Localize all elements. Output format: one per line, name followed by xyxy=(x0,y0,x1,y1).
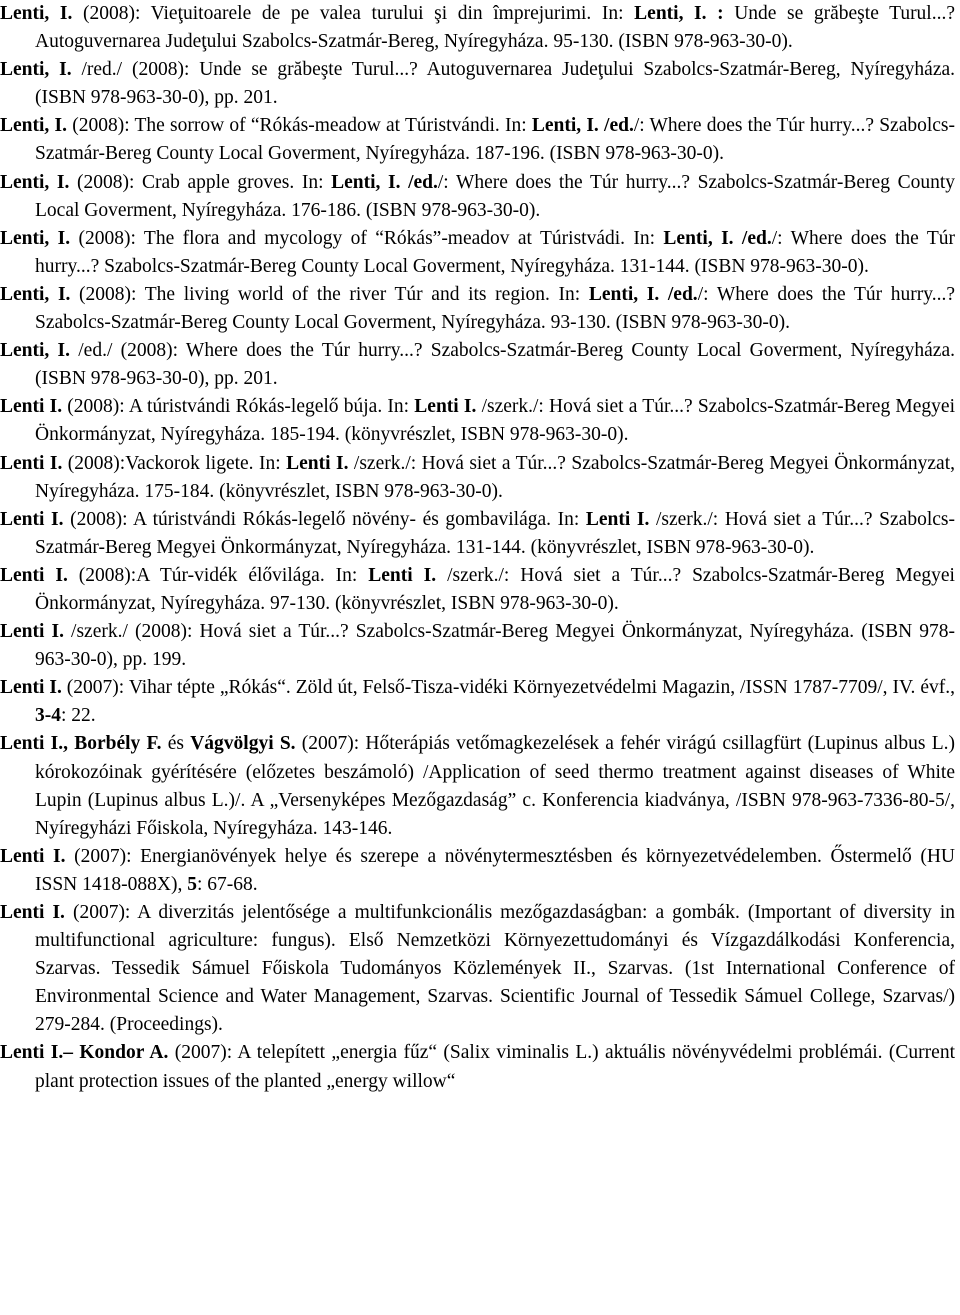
bibliography-entry xyxy=(0,674,955,730)
entry-bold-text: Lenti, I. xyxy=(588,283,660,305)
entry-bold-text: Lenti I. xyxy=(0,677,62,699)
bibliography-entry xyxy=(0,899,955,1039)
entry-text: (2008): The sorrow of “Rókás-meadow at Túristvándi. In: xyxy=(66,115,532,137)
entry-text: : 22. xyxy=(61,705,96,727)
bibliography-entry xyxy=(0,562,955,618)
entry-bold-text: Lenti I. xyxy=(0,396,63,418)
entry-bold-text: Lenti I. xyxy=(368,564,437,586)
entry-text: /: Where does the Túr hurry...? Szabolcs-Szatmár-Bereg County Local Goverment, Nyíregyháza. 93-130. (ISBN 978-963-30-0). xyxy=(35,283,955,334)
bibliography-entry xyxy=(0,730,955,842)
entry-bold-text: Lenti I. xyxy=(0,508,64,530)
entry-bold-text: /ed. xyxy=(741,227,772,249)
entry-bold-text: Lenti I. xyxy=(286,452,349,474)
entry-text: /: Where does the Túr hurry...? Szabolcs-Szatmár-Bereg County Local Goverment, Nyíregyháza. 187-196. (ISBN 978-963-30-0). xyxy=(35,115,956,165)
entry-text: /: Where does the Túr hurry...? Szabolcs-Szatmár-Bereg County Local Goverment, Nyíregyháza. 176-186. (ISBN 978-963-30-0). xyxy=(35,171,955,221)
entry-bold-text: Lenti, I. xyxy=(0,171,70,193)
entry-text: (2007): A diverzitás jelentősége a multifunkcionális mezőgazdaságban: a gombák. (Important of diversity in multifunctional agriculture: fungus). Első Nemzetközi Környezettudományi és Vízgazdálkodási Konferencia, Szarvas. Tessedik Sámuel Főiskola Tudományos Közlemények II., Szarvas. (1st International Conference of Environmental Science and Water Management, Szarvas. Scientific Journal of Tessedik Sámuel College, Szarvas/) 279-284. (Proceedings). xyxy=(35,902,955,1036)
entry-bold-text: Lenti I. xyxy=(0,452,63,474)
entry-text: (2008): The flora and mycology of “Rókás”-meadov at Túristvádi. In: xyxy=(70,227,664,249)
entry-text: /szerk./: Hová siet a Túr...? Szabolcs-Szatmár-Bereg Megyei Önkormányzat, Nyíregyháza. 97-130. (könyvrészlet, ISBN 978-963-30-0). xyxy=(35,564,955,614)
entry-text: (2008): A túristvándi Rókás-legelő növény- és gombavilága. In: xyxy=(63,508,586,530)
entry-bold-text: /ed. xyxy=(667,283,698,305)
entry-bold-text: Lenti, I. xyxy=(0,227,71,249)
entry-bold-text: Lenti I. xyxy=(0,564,68,586)
entry-text: és xyxy=(161,733,191,755)
entry-text: : 67-68. xyxy=(196,873,258,895)
entry-text: (2007): Energianövények helye és szerepe a növénytermesztésben és környezetvédelemben. Őstermelő (HU ISSN 1418-088X), xyxy=(35,845,956,895)
entry-bold-text: Lenti I. xyxy=(585,508,650,530)
entry-bold-text: Lenti, I. xyxy=(0,115,67,137)
entry-text xyxy=(734,228,742,249)
entry-bold-text: Lenti, I. xyxy=(0,59,72,81)
entry-bold-text: 3-4 xyxy=(35,705,61,727)
entry-bold-text: Lenti, I. xyxy=(663,227,734,249)
bibliography-entry xyxy=(0,843,956,899)
entry-text: /: Where does the Túr hurry...? Szabolcs-Szatmár-Bereg County Local Goverment, Nyíregyháza. 131-144. (ISBN 978-963-30-0). xyxy=(35,227,955,277)
bibliography-entry xyxy=(0,112,956,168)
entry-text: Unde se grăbeşte Turul...? Autoguvernarea Judeţului Szabolcs-Szatmár-Bereg, Nyíregyháza. 95-130. (ISBN 978-963-30-0). xyxy=(35,3,956,53)
entry-bold-text: Lenti, I. xyxy=(0,3,73,24)
bibliography-entry xyxy=(0,225,955,281)
entry-bold-text: Lenti I. xyxy=(0,621,64,643)
entry-bold-text: /ed. xyxy=(604,115,634,137)
entry-text: (2008): Crab apple groves. In: xyxy=(69,171,332,193)
entry-bold-text: Lenti I. xyxy=(0,902,65,923)
bibliography-entry xyxy=(0,618,955,674)
bibliography-entry xyxy=(0,0,956,56)
entry-text xyxy=(659,284,668,305)
bibliography-entry xyxy=(0,506,955,562)
bibliography-entry xyxy=(0,1039,955,1095)
entry-text xyxy=(400,172,408,193)
entry-bold-text: Lenti, I. xyxy=(531,115,599,137)
bibliography-entry xyxy=(0,337,955,393)
entry-bold-text: Lenti I., Borbély F. xyxy=(0,733,162,755)
entry-text: /szerk./: Hová siet a Túr...? Szabolcs-Szatmár-Bereg Megyei Önkormányzat, Nyíregyháza. 175-184. (könyvrészlet, ISBN 978-963-30-0). xyxy=(35,452,955,502)
entry-bold-text: Lenti, I. xyxy=(0,340,71,362)
bibliography-entry xyxy=(0,393,955,449)
entry-bold-text: Vágvölgyi S. xyxy=(190,733,296,755)
entry-bold-text: Lenti, I. xyxy=(331,171,401,193)
entry-bold-text: Lenti, I. xyxy=(0,283,71,305)
entry-text: (2007): A telepített „energia fűz“ (Salix viminalis L.) aktuális növényvédelmi problémái. (Current plant protection issues of the planted „energy willow“ xyxy=(35,1042,955,1092)
entry-text: (2007): Hőterápiás vetőmagkezelések a fehér virágú csillagfürt (Lupinus albus L.) kórokozóinak gyérítésére (előzetes beszámoló) /Application of seed thermo treatment against diseases of White Lupin (Lupinus albus L.)/. A „Versenyképes Mezőgazdaság” c. Konferencia kiadványa, /ISBN 978-963-7336-80-5/, Nyíregyházi Főiskola, Nyíregyháza. 143-146. xyxy=(35,733,955,839)
entry-bold-text: Lenti I.– Kondor A. xyxy=(0,1042,169,1064)
entry-text: (2008):Vackorok ligete. In: xyxy=(62,452,287,474)
entry-text: /ed./ (2008): Where does the Túr hurry...? Szabolcs-Szatmár-Bereg County Local Goverment, Nyíregyháza. (ISBN 978-963-30-0), pp. 201. xyxy=(35,340,955,390)
bibliography-entry xyxy=(0,281,955,337)
entry-bold-text: /ed. xyxy=(408,171,438,193)
entry-text: /szerk./: Hová siet a Túr...? Szabolcs-Szatmár-Bereg Megyei Önkormányzat, Nyíregyháza. 131-144. (könyvrészlet, ISBN 978-963-30-0). xyxy=(35,508,955,558)
entry-text: /red./ (2008): Unde se grăbeşte Turul...? Autoguvernarea Judeţului Szabolcs-Szatmár-Bereg, Nyíregyháza. (ISBN 978-963-30-0), pp. 201. xyxy=(35,59,955,109)
bibliography-entry xyxy=(0,450,955,506)
entry-text: (2008): A túristvándi Rókás-legelő búja. In: xyxy=(62,396,415,418)
entry-bold-text: Lenti I. xyxy=(0,845,66,867)
entry-text: (2007): Vihar tépte „Rókás“. Zöld út, Felső-Tisza-vidéki Környezetvédelmi Magazin, /ISSN 1787-7709/, IV. évf., xyxy=(61,677,955,699)
entry-bold-text: Lenti, I. : xyxy=(634,3,724,24)
entry-text: (2008): Vieţuitoarele de pe valea turului şi din împrejurimi. In: xyxy=(72,3,635,24)
entry-text: (2008):A Túr-vidék élővilága. In: xyxy=(67,564,369,586)
entry-bold-text: Lenti I. xyxy=(414,396,477,418)
entry-text: /szerk./ (2008): Hová siet a Túr...? Szabolcs-Szatmár-Bereg Megyei Önkormányzat, Nyíregyháza. (ISBN 978-963-30-0), pp. 199. xyxy=(35,621,955,671)
entry-bold-text: 5 xyxy=(187,873,197,895)
entry-text: (2008): The living world of the river Túr and its region. In: xyxy=(70,283,589,305)
entry-text: /szerk./: Hová siet a Túr...? Szabolcs-Szatmár-Bereg Megyei Önkormányzat, Nyíregyháza. 185-194. (könyvrészlet, ISBN 978-963-30-0). xyxy=(35,396,955,446)
bibliography-entry xyxy=(0,169,955,225)
bibliography-entry xyxy=(0,56,955,112)
